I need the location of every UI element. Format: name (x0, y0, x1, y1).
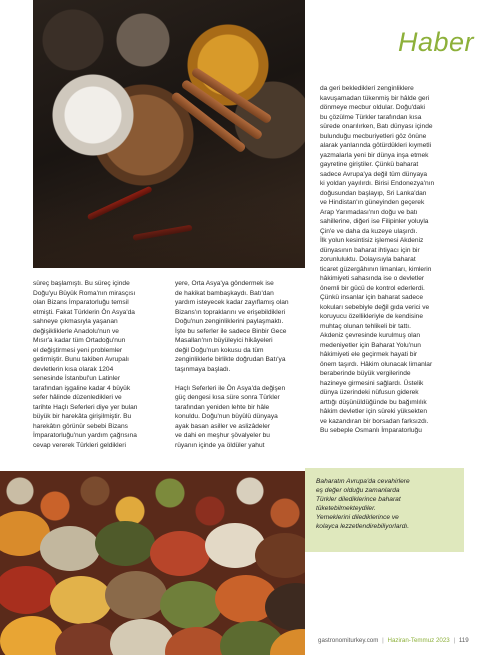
footer-separator: | (453, 637, 456, 644)
section-title: Haber (397, 27, 474, 57)
spice-heap (150, 531, 210, 576)
pull-quote-box (305, 468, 464, 552)
spice-heap (105, 571, 167, 619)
footer-issue-date: Haziran-Temmuz 2023 (387, 637, 450, 644)
spices-photo (33, 0, 305, 268)
article-column-right: da geri beklediklerí zenginliklere kavuşamadan tükenmiş bir hâlde geri dönmeye mecbur oldular. Doğu'daki bu çözülme Türkler tarafından kısa sürede onarılırken, Batı dünyası içinde bulunduğu mecburiyetleri göz önüne alarak yanlarında götürdükleri kıymetli yazmalarla yeni bir dünya inşa etmek gayretine giriştiler. Çünkü baharat sadece Avrupa'ya değil tüm dünyaya ki yoldan yayılırdı. Birisi Endonezya'nın doğusundan başlayıp, Sri Lanka'dan ve Hindistan'ın güneyinden geçerek Arap Yarımadası'nın doğu ve batı sahillerine, diğeri ise Filipinler yoluyla Çin'e ve daha da kuzeye ulaşırdı. İlk yolun kesintisiz işlemesi Akdeniz dünyasının baharat ihtiyacı için bir zorunluluktu. Dolayısıyla baharat ticaret güzergâhının limanları, kimlerin hâkimiyeti sahasında ise o devletler önemli bir gücü de kontrol ederlerdi. Çünkü insanlar için baharat sadece kokuları sebebiyle değil gıda verici ve koruyucu özellikleriyle de kendisine muhtaç olunan tehlikeli bir tattı. Akdeniz çevresinde kurulmuş olan medeniyetler için Baharat Yolu'nun hâkimiyeti ele geçirmek hayati bir önem taşırdı. Hâkim olunacak limanlar beraberinde büyük vergilerinde hazineye girmesini sağlardı. Üstelik dünya üzerindeki nüfusun giderek arttığı düşünüldüğünde bu bağımlılık hâkim devletler için süreki yüksekten ve kazandıran bir borsadan farksızdı. Bu sebeple Osmanlı İmparatorluğu (320, 85, 435, 434)
spice-heap (160, 581, 222, 629)
spice-heap (50, 576, 112, 624)
page-number: 119 (458, 637, 469, 644)
spice-heap (55, 623, 119, 655)
spice-heap (40, 526, 100, 571)
photo-shade (33, 200, 305, 268)
page-footer (318, 637, 468, 644)
footer-website: gastronomiturkey.com (318, 637, 379, 644)
spice-sacks-photo (0, 471, 305, 655)
spice-heap (0, 566, 57, 614)
article-column-middle: yere, Orta Asya'ya göndermek ise de hakikat bambaşkaydı. Batı'dan yardım isteyecek kadar zayıflamış olan Bizans'ın topraklarını ve erişebildikleri Doğu'nun zenginliklerini paylaşmaktı. İşte bu seferler ile sadece Binbir Gece Masalları'nın büyüleyici hikâyeleri değil Doğu'nun kokusu da tüm zenginliklerle birlikte doğrudan Batı'ya taşınmaya başladı. Haçlı Seferleri ile Ön Asya'da değişen güç dengesi kısa süre sonra Türkler tarafından yeniden lehte bir hâle konuldu. Doğu'nun büyülü dünyaya ayak basan asiller ve aslizâdeler ve dahi en meşhur şövalyeler bu rüyanın içinde ya öldüler yahut (175, 280, 289, 449)
spice-heap (95, 521, 155, 566)
spice-heap (255, 533, 305, 578)
pull-quote-text: Baharatın Avrupa'da cevahirlere eş değer olduğu zamanlarda Türkler dilediklerince baharat tüketebilmekteydiler. Yemeklerini dilediklerince ve kolayca lezzetlendirebiliyorlardı. (316, 478, 410, 530)
spice-heap (165, 627, 229, 655)
article-column-left: süreç başlamıştı. Bu süreç içinde Doğu'yu Büyük Roma'nın mirasçısı olan Bizans İmparatorluğu temsil etmişti. Fakat Türklerin Ön Asya'da sahneye çıkmasıyla yaşanan değişikliklerle Anadolu'nun ve Mısır'a kadar tüm Ortadoğu'nun el değiştirmesi yeni problemler getirmiştir. Bunu takiben Avrupalı devletlerin kısa olarak 1204 senesinde İstanbul'un Latinler tarafından işgaline kadar 4 büyük sefer hâlinde düzenledikleri ve tarihte Haçlı Seferleri diye yer bulan büyük bir harekâta girişilmiştir. Bu harekâtın görünür sebebi Bizans İmparatorluğu'nun yardım çağrısına cevap vererek Türkleri geldikleri (33, 280, 138, 449)
footer-separator: | (382, 637, 384, 644)
